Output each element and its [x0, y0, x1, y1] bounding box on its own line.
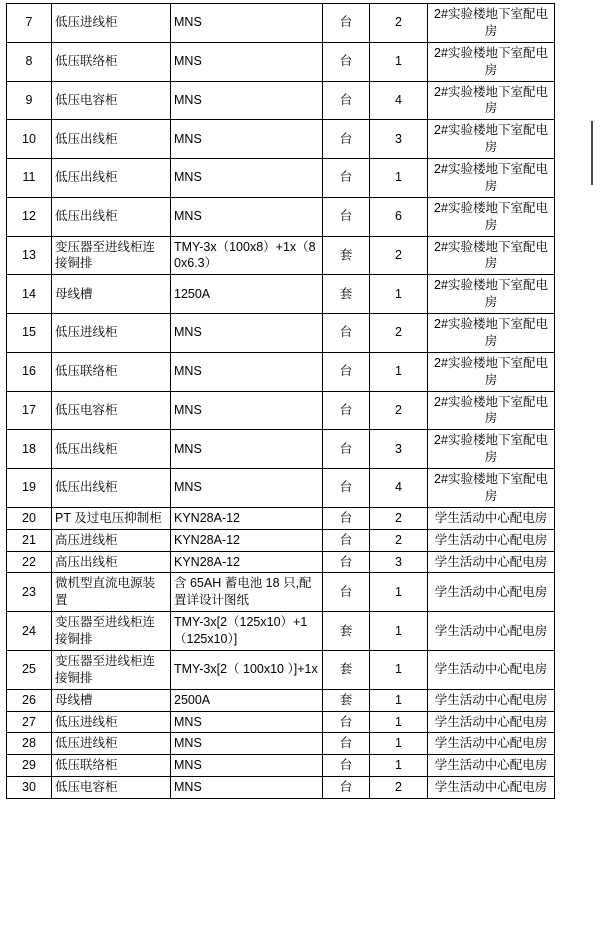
cell-unit: 套	[323, 275, 370, 314]
table-row	[7, 391, 555, 430]
cell-unit: 台	[323, 551, 370, 573]
cell-name: 低压出线柜	[52, 159, 171, 198]
cell-location: 2#实验楼地下室配电房	[428, 120, 555, 159]
cell-qty: 2	[370, 529, 428, 551]
cell-no: 26	[7, 689, 52, 711]
table-row	[7, 551, 555, 573]
cell-no: 9	[7, 81, 52, 120]
cell-location: 2#实验楼地下室配电房	[428, 159, 555, 198]
cell-qty: 1	[370, 612, 428, 651]
cell-no: 20	[7, 507, 52, 529]
cell-name: 低压进线柜	[52, 314, 171, 353]
cell-unit: 台	[323, 81, 370, 120]
cell-qty: 1	[370, 733, 428, 755]
table-row	[7, 733, 555, 755]
cell-name: PT 及过电压抑制柜	[52, 507, 171, 529]
table-row	[7, 4, 555, 43]
cell-name: 母线槽	[52, 275, 171, 314]
cell-unit: 台	[323, 529, 370, 551]
cell-unit: 台	[323, 42, 370, 81]
cell-qty: 1	[370, 352, 428, 391]
cell-name: 母线槽	[52, 689, 171, 711]
cell-location: 2#实验楼地下室配电房	[428, 430, 555, 469]
cell-location: 学生活动中心配电房	[428, 777, 555, 799]
cell-qty: 2	[370, 236, 428, 275]
cell-no: 16	[7, 352, 52, 391]
cell-name: 低压出线柜	[52, 120, 171, 159]
cell-unit: 台	[323, 711, 370, 733]
cell-name: 低压进线柜	[52, 4, 171, 43]
cell-unit: 台	[323, 120, 370, 159]
cell-qty: 1	[370, 711, 428, 733]
cell-unit: 台	[323, 733, 370, 755]
cell-no: 18	[7, 430, 52, 469]
cell-unit: 台	[323, 159, 370, 198]
cell-qty: 1	[370, 573, 428, 612]
cell-qty: 1	[370, 275, 428, 314]
cell-no: 10	[7, 120, 52, 159]
cell-unit: 台	[323, 352, 370, 391]
table-row	[7, 314, 555, 353]
cell-location: 学生活动中心配电房	[428, 612, 555, 651]
cell-location: 学生活动中心配电房	[428, 689, 555, 711]
cell-spec: MNS	[171, 314, 323, 353]
cell-qty: 6	[370, 197, 428, 236]
cell-location: 2#实验楼地下室配电房	[428, 236, 555, 275]
cell-qty: 1	[370, 689, 428, 711]
cell-location: 2#实验楼地下室配电房	[428, 4, 555, 43]
cell-spec: MNS	[171, 777, 323, 799]
cell-unit: 套	[323, 612, 370, 651]
cell-qty: 2	[370, 391, 428, 430]
cell-name: 低压联络柜	[52, 42, 171, 81]
cell-unit: 台	[323, 314, 370, 353]
cell-spec: MNS	[171, 391, 323, 430]
cell-no: 30	[7, 777, 52, 799]
cell-spec: TMY-3x[2（125x10）+1（125x10）]	[171, 612, 323, 651]
table-row	[7, 529, 555, 551]
document-page	[0, 3, 600, 943]
cell-location: 2#实验楼地下室配电房	[428, 197, 555, 236]
table-row	[7, 42, 555, 81]
cell-spec: MNS	[171, 120, 323, 159]
cell-no: 13	[7, 236, 52, 275]
cell-location: 2#实验楼地下室配电房	[428, 469, 555, 508]
cell-name: 微机型直流电源装置	[52, 573, 171, 612]
cell-name: 低压电容柜	[52, 81, 171, 120]
cell-unit: 台	[323, 430, 370, 469]
cell-qty: 4	[370, 81, 428, 120]
cell-no: 27	[7, 711, 52, 733]
table-row	[7, 275, 555, 314]
cell-no: 8	[7, 42, 52, 81]
cell-unit: 台	[323, 573, 370, 612]
table-row	[7, 352, 555, 391]
cell-qty: 1	[370, 159, 428, 198]
cell-name: 低压出线柜	[52, 197, 171, 236]
cell-location: 学生活动中心配电房	[428, 507, 555, 529]
cell-no: 17	[7, 391, 52, 430]
table-row	[7, 711, 555, 733]
cell-spec: KYN28A-12	[171, 551, 323, 573]
cell-location: 学生活动中心配电房	[428, 711, 555, 733]
cell-unit: 台	[323, 755, 370, 777]
cell-unit: 台	[323, 197, 370, 236]
equipment-table	[6, 3, 555, 799]
cell-no: 24	[7, 612, 52, 651]
cell-qty: 3	[370, 551, 428, 573]
cell-qty: 4	[370, 469, 428, 508]
cell-location: 2#实验楼地下室配电房	[428, 275, 555, 314]
cell-spec: MNS	[171, 755, 323, 777]
cell-name: 低压联络柜	[52, 755, 171, 777]
cell-unit: 台	[323, 507, 370, 529]
cell-name: 低压电容柜	[52, 391, 171, 430]
cell-name: 高压出线柜	[52, 551, 171, 573]
cell-location: 学生活动中心配电房	[428, 573, 555, 612]
table-row	[7, 81, 555, 120]
table-row	[7, 755, 555, 777]
cell-spec: MNS	[171, 42, 323, 81]
cell-unit: 台	[323, 4, 370, 43]
cell-unit: 台	[323, 469, 370, 508]
cell-qty: 1	[370, 755, 428, 777]
cell-name: 变压器至进线柜连接铜排	[52, 612, 171, 651]
cell-qty: 2	[370, 507, 428, 529]
cell-spec: MNS	[171, 197, 323, 236]
table-row	[7, 612, 555, 651]
cell-no: 28	[7, 733, 52, 755]
cell-no: 25	[7, 650, 52, 689]
cell-name: 低压电容柜	[52, 777, 171, 799]
table-row	[7, 120, 555, 159]
table-row	[7, 430, 555, 469]
table-row	[7, 197, 555, 236]
cell-no: 14	[7, 275, 52, 314]
table-row	[7, 573, 555, 612]
cell-location: 2#实验楼地下室配电房	[428, 352, 555, 391]
cell-name: 低压出线柜	[52, 430, 171, 469]
cell-qty: 1	[370, 42, 428, 81]
cell-location: 学生活动中心配电房	[428, 551, 555, 573]
cell-qty: 1	[370, 650, 428, 689]
cell-name: 低压进线柜	[52, 711, 171, 733]
cell-name: 低压联络柜	[52, 352, 171, 391]
cell-spec: 2500A	[171, 689, 323, 711]
cell-no: 7	[7, 4, 52, 43]
table-row	[7, 777, 555, 799]
cell-name: 低压出线柜	[52, 469, 171, 508]
cell-location: 2#实验楼地下室配电房	[428, 81, 555, 120]
cell-spec: MNS	[171, 711, 323, 733]
cell-qty: 2	[370, 4, 428, 43]
table-row	[7, 469, 555, 508]
cell-name: 变压器至进线柜连接铜排	[52, 650, 171, 689]
cell-spec: TMY-3x[2（ 100x10 ）]+1x	[171, 650, 323, 689]
cell-location: 学生活动中心配电房	[428, 755, 555, 777]
cell-unit: 套	[323, 689, 370, 711]
cell-location: 学生活动中心配电房	[428, 529, 555, 551]
cell-unit: 台	[323, 391, 370, 430]
table-row	[7, 159, 555, 198]
table-row	[7, 236, 555, 275]
cell-no: 12	[7, 197, 52, 236]
cell-spec: KYN28A-12	[171, 529, 323, 551]
cell-qty: 3	[370, 430, 428, 469]
cell-unit: 台	[323, 777, 370, 799]
cell-no: 22	[7, 551, 52, 573]
cell-spec: MNS	[171, 733, 323, 755]
cell-no: 15	[7, 314, 52, 353]
cell-location: 学生活动中心配电房	[428, 733, 555, 755]
cell-spec: MNS	[171, 4, 323, 43]
cell-spec: KYN28A-12	[171, 507, 323, 529]
cell-spec: 1250A	[171, 275, 323, 314]
cell-no: 19	[7, 469, 52, 508]
cell-spec: MNS	[171, 469, 323, 508]
cell-unit: 套	[323, 650, 370, 689]
cell-location: 学生活动中心配电房	[428, 650, 555, 689]
cell-spec: 含 65AH 蓄电池 18 只,配置详设计图纸	[171, 573, 323, 612]
table-row	[7, 650, 555, 689]
table-row	[7, 689, 555, 711]
cell-spec: TMY-3x（100x8）+1x（80x6.3）	[171, 236, 323, 275]
cell-name: 低压进线柜	[52, 733, 171, 755]
cell-no: 21	[7, 529, 52, 551]
cell-name: 高压进线柜	[52, 529, 171, 551]
page-edge-mark	[591, 121, 593, 185]
cell-location: 2#实验楼地下室配电房	[428, 42, 555, 81]
cell-qty: 3	[370, 120, 428, 159]
cell-unit: 套	[323, 236, 370, 275]
table-body	[7, 4, 555, 799]
table-row	[7, 507, 555, 529]
cell-spec: MNS	[171, 159, 323, 198]
cell-qty: 2	[370, 777, 428, 799]
cell-location: 2#实验楼地下室配电房	[428, 391, 555, 430]
cell-location: 2#实验楼地下室配电房	[428, 314, 555, 353]
cell-name: 变压器至进线柜连接铜排	[52, 236, 171, 275]
cell-spec: MNS	[171, 430, 323, 469]
cell-qty: 2	[370, 314, 428, 353]
cell-spec: MNS	[171, 81, 323, 120]
cell-no: 29	[7, 755, 52, 777]
cell-no: 11	[7, 159, 52, 198]
cell-no: 23	[7, 573, 52, 612]
cell-spec: MNS	[171, 352, 323, 391]
